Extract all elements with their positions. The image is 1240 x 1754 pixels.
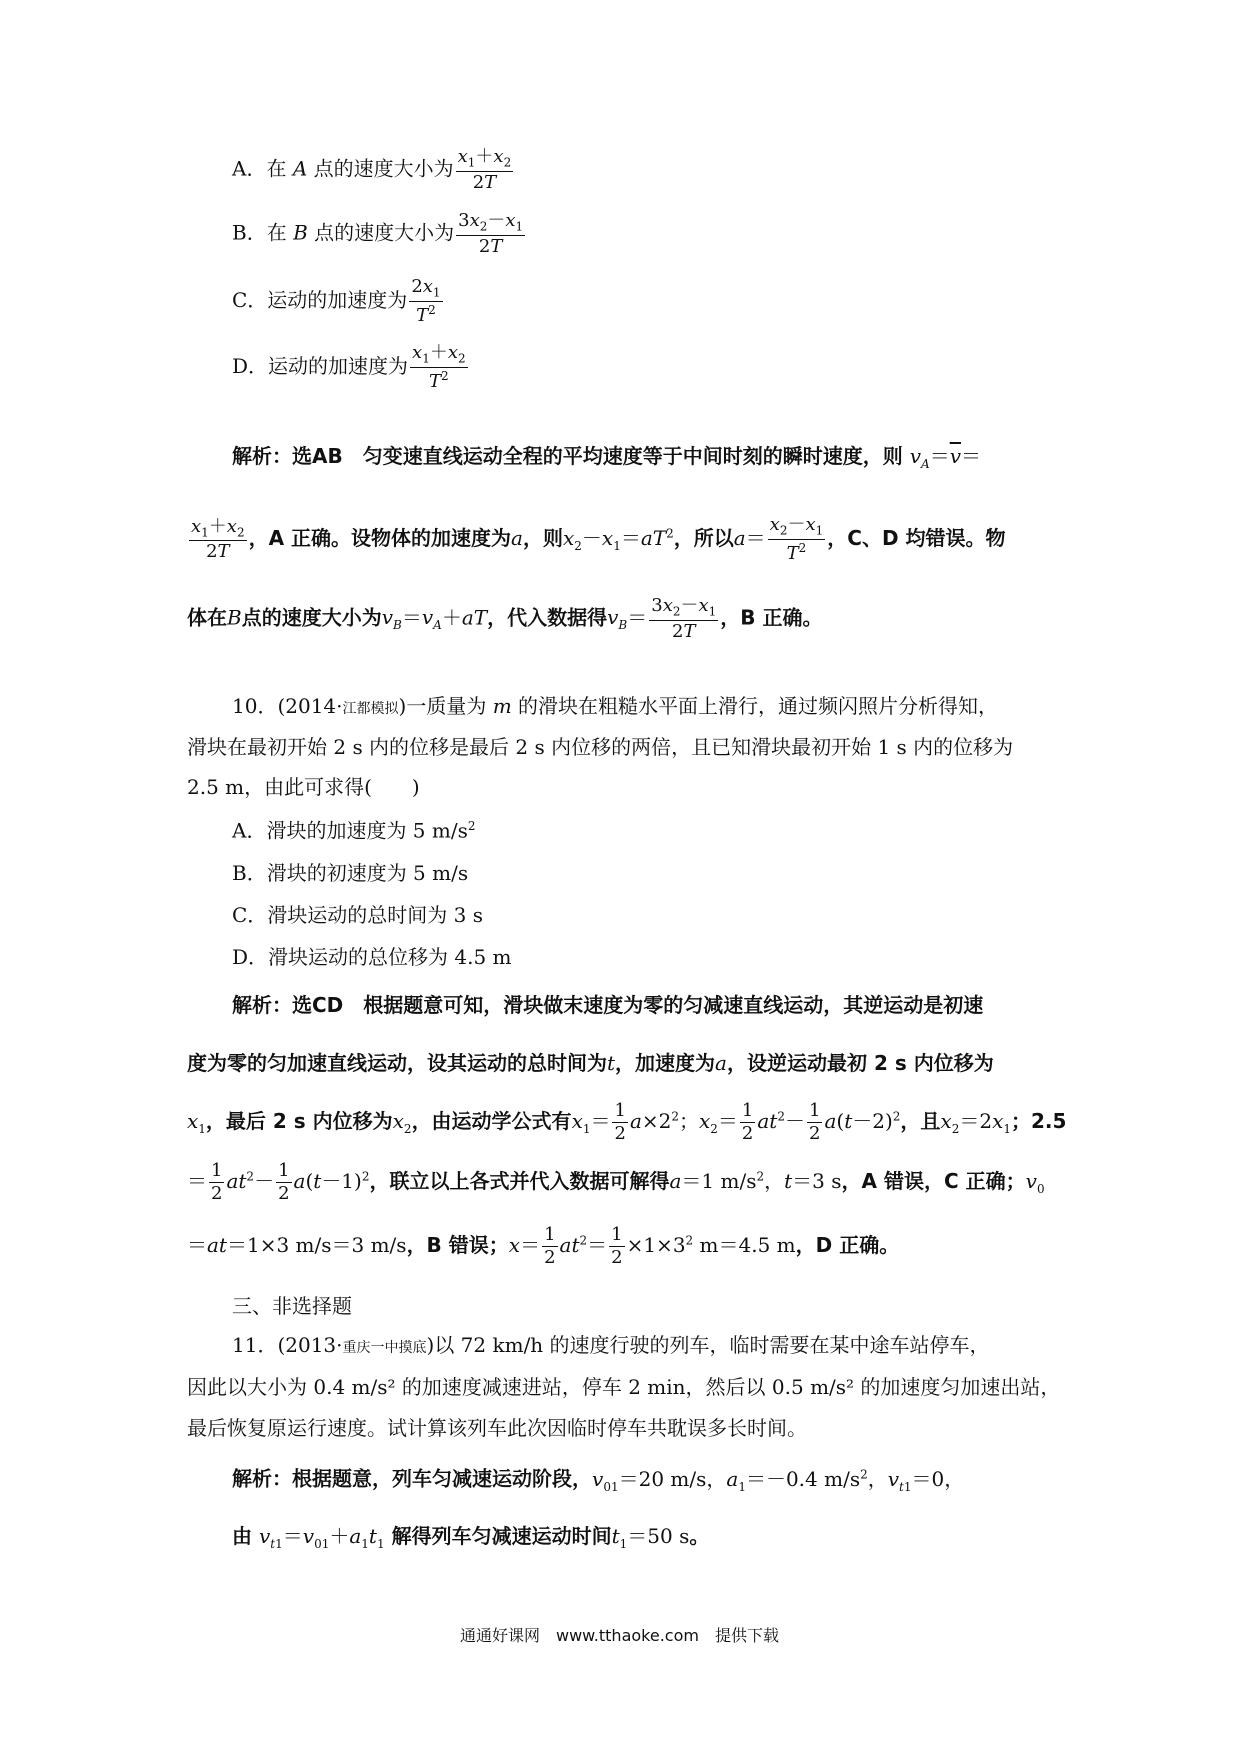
solution-text: 解得列车匀减速运动时间	[391, 1524, 612, 1548]
question-text: )一质量为	[398, 694, 487, 718]
option-a-var: A	[292, 156, 308, 181]
fraction: $\frac{3x_2-x_1}{2T}$	[458, 210, 524, 257]
solution-text: 。	[689, 1524, 710, 1548]
q10-solution-line4: ＝ $\frac{1}{2}$ $at^2-$ $\frac{1}{2}$ $a(t-1)^2$，联立以上各式并代入数据可解得a＝1 $m/s^2$，t＝3 s，A 错误，C 正确；$v_0$	[187, 1160, 1045, 1204]
q10-solution-line3: $x_1$，最后 2 s 内位移为$x_2$，由运动学公式有$x_1=$ $\frac{1}{2}$ $a\times 2^2$；$x_2=$ $\frac{1}{2}$ $at^2-$ $\frac{1}{2}$ $a(t-2)^2$，且$x_2=2x_1$；2.5	[187, 1100, 1067, 1144]
option-b-text: 点的速度大小为	[314, 220, 455, 245]
solution-text: ，A 错误，C 正确；	[841, 1169, 1026, 1193]
q11-line2: 因此以大小为 0.4 m/s² 的加速度减速进站，停车 2 min，然后以 0.5 m/s² 的加速度匀加速出站，	[187, 1375, 1061, 1399]
solution-text: ，加速度为	[615, 1051, 716, 1075]
solution-text: ，最后 2 s 内位移为	[205, 1109, 393, 1133]
solution-text: ，C、D 均错误。物	[827, 525, 1006, 550]
solution-text: 体在	[187, 605, 227, 630]
option-a-text: A．滑块的加速度为 5 m/s	[232, 818, 468, 843]
fraction: $\frac{3x_2-x_1}{2T}$	[651, 595, 717, 642]
solution-text: ，且	[900, 1109, 941, 1133]
q11-solution-line2: 由 $v_{t1}=v_{01}+a_1t_1$ 解得列车匀减速运动时间$t_1=50$ s。	[232, 1524, 710, 1551]
q9-option-b	[232, 212, 527, 256]
solution-text: ，由运动学公式有	[411, 1109, 572, 1133]
option-a-text: 点的速度大小为	[313, 156, 454, 181]
solution-text: ，设逆运动最初 2 s 内位移为	[726, 1051, 994, 1075]
q10-option-b: B．滑块的初速度为 5 m/s	[232, 861, 469, 885]
q10-line3: 2.5 m，由此可求得( )	[187, 775, 420, 799]
q11-solution-line1: 解析：根据题意，列车匀减速运动阶段，$v_{01}=20$ m/s，$a_1=-0.4$ $m/s^2$，$v_{t1}=0$，	[232, 1466, 965, 1494]
solution-text: ，B 错误；	[406, 1233, 509, 1257]
q10-solution-line1: 解析：选CD 根据题意可知，滑块做末速度为零的匀减速直线运动，其逆运动是初速	[232, 993, 984, 1017]
q10-solution-line5: ＝at＝1×3 m/s＝3 m/s，B 错误；x＝ $\frac{1}{2}$ $at^2=$ $\frac{1}{2}$ $\times 1\times 3^2$ m＝4.5 m，D 正确。	[187, 1224, 900, 1268]
option-b-label: B．在	[232, 220, 287, 245]
q9-option-c	[232, 278, 445, 325]
option-a-label: A．在	[232, 156, 287, 181]
question-source: 江都模拟	[342, 701, 399, 717]
q10-option-c: C．滑块运动的总时间为 3 s	[232, 903, 484, 927]
q11-line3: 最后恢复原运行速度。试计算该列车此次因临时停车共耽误多长时间。	[187, 1416, 807, 1440]
fraction: $\frac{x_1+x_2}{2T}$	[191, 515, 245, 563]
section-heading: 三、非选择题	[232, 1294, 352, 1318]
solution-text: 解析：根据题意，列车匀减速运动阶段，	[232, 1466, 592, 1491]
q10-line1: 10．(2014·江都模拟)一质量为 m 的滑块在粗糙水平面上滑行，通过频闪照片分析得知，	[232, 694, 999, 718]
solution-text: ，B 正确。	[720, 605, 823, 630]
q9-solution-line3: 体在B点的速度大小为$v_B=v_A+aT$，代入数据得$v_B=$ $\frac{3x_2-x_1}{2T}$ ，B 正确。	[187, 595, 823, 642]
solution-text: ，A 正确。设物体的加速度为	[248, 525, 512, 550]
solution-text: 度为零的匀加速直线运动，设其运动的总时间为	[187, 1051, 607, 1075]
q11-line1: 11．(2013·重庆一中摸底)以 72 km/h 的速度行驶的列车，临时需要在某中途车站停车，	[232, 1333, 990, 1357]
question-number: 10．(2014	[232, 694, 337, 718]
fraction: $\frac{x_2-x_1}{T^2}$	[769, 514, 824, 564]
solution-text: ，代入数据得	[487, 605, 608, 630]
solution-text: ；2.5	[1010, 1109, 1067, 1133]
solution-text: 点的速度大小为	[241, 605, 382, 630]
fraction: $\frac{x_1+x_2}{T^2}$	[412, 342, 466, 392]
fraction: $\frac{2x_1}{T^2}$	[411, 276, 441, 326]
q10-line2: 滑块在最初开始 2 s 内的位移是最后 2 s 内位移的两倍，且已知滑块最初开始 1 s 内的位移为	[187, 735, 1014, 759]
q9-option-d	[232, 344, 470, 391]
option-c-label: C．运动的加速度为	[232, 287, 408, 312]
question-text: 的滑块在粗糙水平面上滑行，通过频闪照片分析得知，	[518, 694, 999, 718]
option-b-var: B	[293, 220, 308, 245]
solution-text: ，D 正确。	[795, 1233, 900, 1257]
q9-solution-line2: $\frac{x_1+x_2}{2T}$ ，A 正确。设物体的加速度为a，则$x_2-x_1=aT^2$，所以a＝ $\frac{x_2-x_1}{T^2}$ ，C、D 均错误。物	[191, 514, 1006, 564]
page-footer: 通通好课网 www.tthaoke.com 提供下载	[460, 1626, 779, 1645]
solution-text: 由	[232, 1524, 252, 1548]
q9-option-a	[232, 148, 515, 192]
question-number: 11．(2013	[232, 1333, 337, 1357]
question-text: )以 72 km/h 的速度行驶的列车，临时需要在某中途车站停车，	[426, 1333, 990, 1357]
solution-text: ，联立以上各式并代入数据可解得	[369, 1169, 670, 1193]
option-d-label: D．运动的加速度为	[232, 353, 409, 378]
q9-solution-line1: 解析：选AB 匀变速直线运动全程的平均速度等于中间时刻的瞬时速度，则 $v_A=\overline{v}=$	[232, 444, 981, 471]
solution-text: ，则	[522, 525, 563, 550]
question-source: 重庆一中摸底	[342, 1340, 427, 1356]
q10-option-a: A．滑块的加速度为 5 $m/s^2$	[232, 818, 476, 843]
solution-text: 解析：选AB 匀变速直线运动全程的平均速度等于中间时刻的瞬时速度，则	[232, 444, 903, 468]
fraction: $\frac{x_1+x_2}{2T}$	[457, 146, 512, 193]
solution-text: ，所以	[673, 525, 734, 550]
q10-option-d: D．滑块运动的总位移为 4.5 m	[232, 945, 512, 969]
q10-solution-line2: 度为零的匀加速直线运动，设其运动的总时间为t，加速度为a，设逆运动最初 2 s 内位移为	[187, 1051, 994, 1075]
